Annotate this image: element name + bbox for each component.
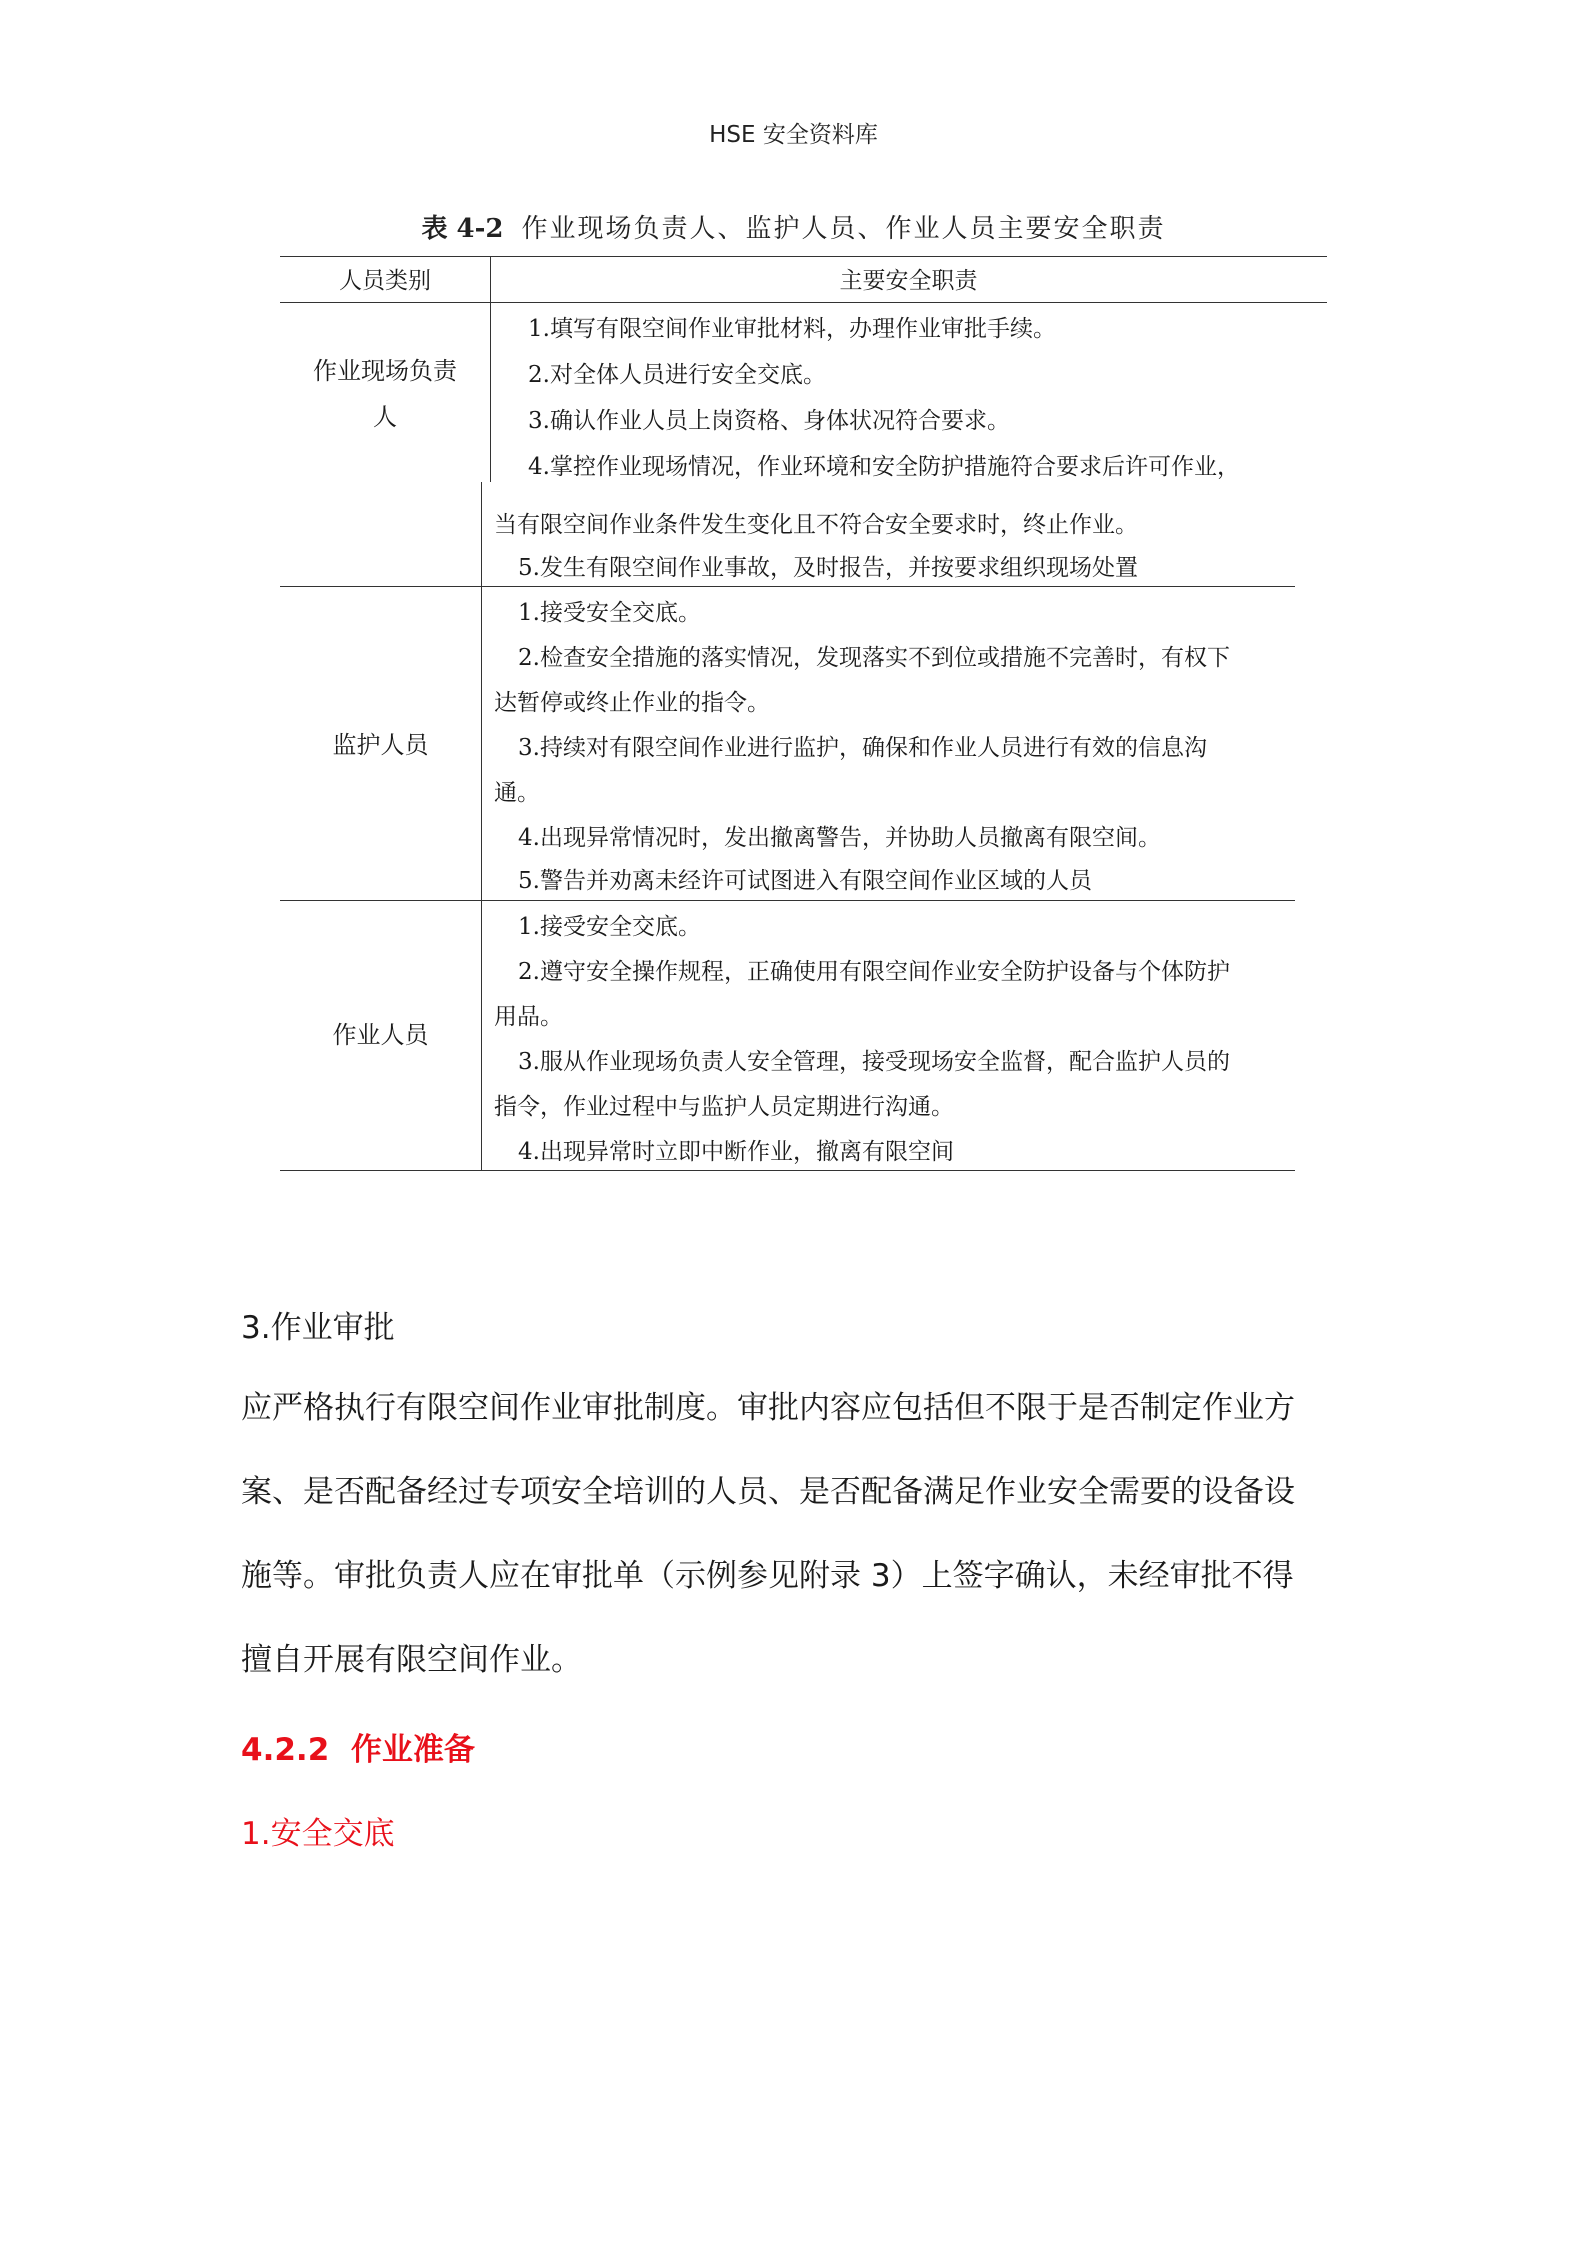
heading-work-preparation: 4.2.2 作业准备 <box>241 1732 475 1768</box>
paragraph-line: 应严格执行有限空间作业审批制度。审批内容应包括但不限于是否制定作业方 <box>241 1390 1295 1426</box>
duty-line: 通。 <box>494 780 540 806</box>
duty-line: 4.出现异常时立即中断作业，撤离有限空间 <box>518 1139 954 1165</box>
duty-line: 2.遵守安全操作规程，正确使用有限空间作业安全防护设备与个体防护 <box>518 959 1230 985</box>
duty-line: 1.接受安全交底。 <box>518 600 701 626</box>
row-divider <box>280 586 1295 587</box>
category-site-leader <box>280 348 490 440</box>
section-title-approval: 3.作业审批 <box>241 1310 395 1346</box>
category-worker: 作业人员 <box>332 1021 429 1049</box>
table-caption <box>0 208 1587 245</box>
category-monitor: 监护人员 <box>332 731 429 759</box>
category-line: 人 <box>373 403 397 431</box>
col-header-category: 人员类别 <box>339 268 431 294</box>
duty-line: 1.填写有限空间作业审批材料，办理作业审批手续。 <box>528 316 1056 342</box>
paragraph-line: 施等。审批负责人应在审批单（示例参见附录 3）上签字确认，未经审批不得 <box>241 1558 1294 1594</box>
duty-line: 当有限空间作业条件发生变化且不符合安全要求时，终止作业。 <box>494 512 1138 538</box>
category-line: 作业现场负责 <box>313 357 457 385</box>
table-top-rule <box>280 256 1327 257</box>
duty-line: 2.检查安全措施的落实情况，发现落实不到位或措施不完善时，有权下 <box>518 645 1230 671</box>
table-title-text: 作业现场负责人、监护人员、作业人员主要安全职责 <box>521 214 1166 244</box>
duty-line: 3.服从作业现场负责人安全管理，接受现场安全监督，配合监护人员的 <box>518 1049 1230 1075</box>
paragraph-line: 案、是否配备经过专项安全培训的人员、是否配备满足作业安全需要的设备设 <box>241 1474 1295 1510</box>
paragraph-line: 擅自开展有限空间作业。 <box>241 1642 582 1678</box>
duty-line: 达暂停或终止作业的指令。 <box>494 690 770 716</box>
duty-table-part1 <box>280 256 1327 482</box>
page-header: HSE 安全资料库 <box>709 122 878 148</box>
table-header-rule <box>280 302 1327 303</box>
table-number: 表 4-2 <box>421 214 504 244</box>
duty-table-part2 <box>280 482 1295 1170</box>
duty-line: 4.掌控作业现场情况，作业环境和安全防护措施符合要求后许可作业， <box>528 454 1240 480</box>
duty-line: 3.持续对有限空间作业进行监护，确保和作业人员进行有效的信息沟 <box>518 735 1207 761</box>
table-bottom-rule <box>280 1170 1295 1171</box>
heading-safety-briefing: 1.安全交底 <box>241 1816 395 1852</box>
row-divider <box>280 900 1295 901</box>
duty-line: 3.确认作业人员上岗资格、身体状况符合要求。 <box>528 408 1010 434</box>
duty-line: 1.接受安全交底。 <box>518 914 701 940</box>
duty-line: 5.警告并劝离未经许可试图进入有限空间作业区域的人员 <box>518 868 1092 894</box>
duty-line: 用品。 <box>494 1004 563 1030</box>
duty-line: 指令，作业过程中与监护人员定期进行沟通。 <box>494 1094 954 1120</box>
duty-line: 2.对全体人员进行安全交底。 <box>528 362 826 388</box>
duty-line: 4.出现异常情况时，发出撤离警告，并协助人员撤离有限空间。 <box>518 825 1161 851</box>
col-header-duties: 主要安全职责 <box>839 268 978 294</box>
duty-line: 5.发生有限空间作业事故，及时报告，并按要求组织现场处置 <box>518 555 1138 581</box>
